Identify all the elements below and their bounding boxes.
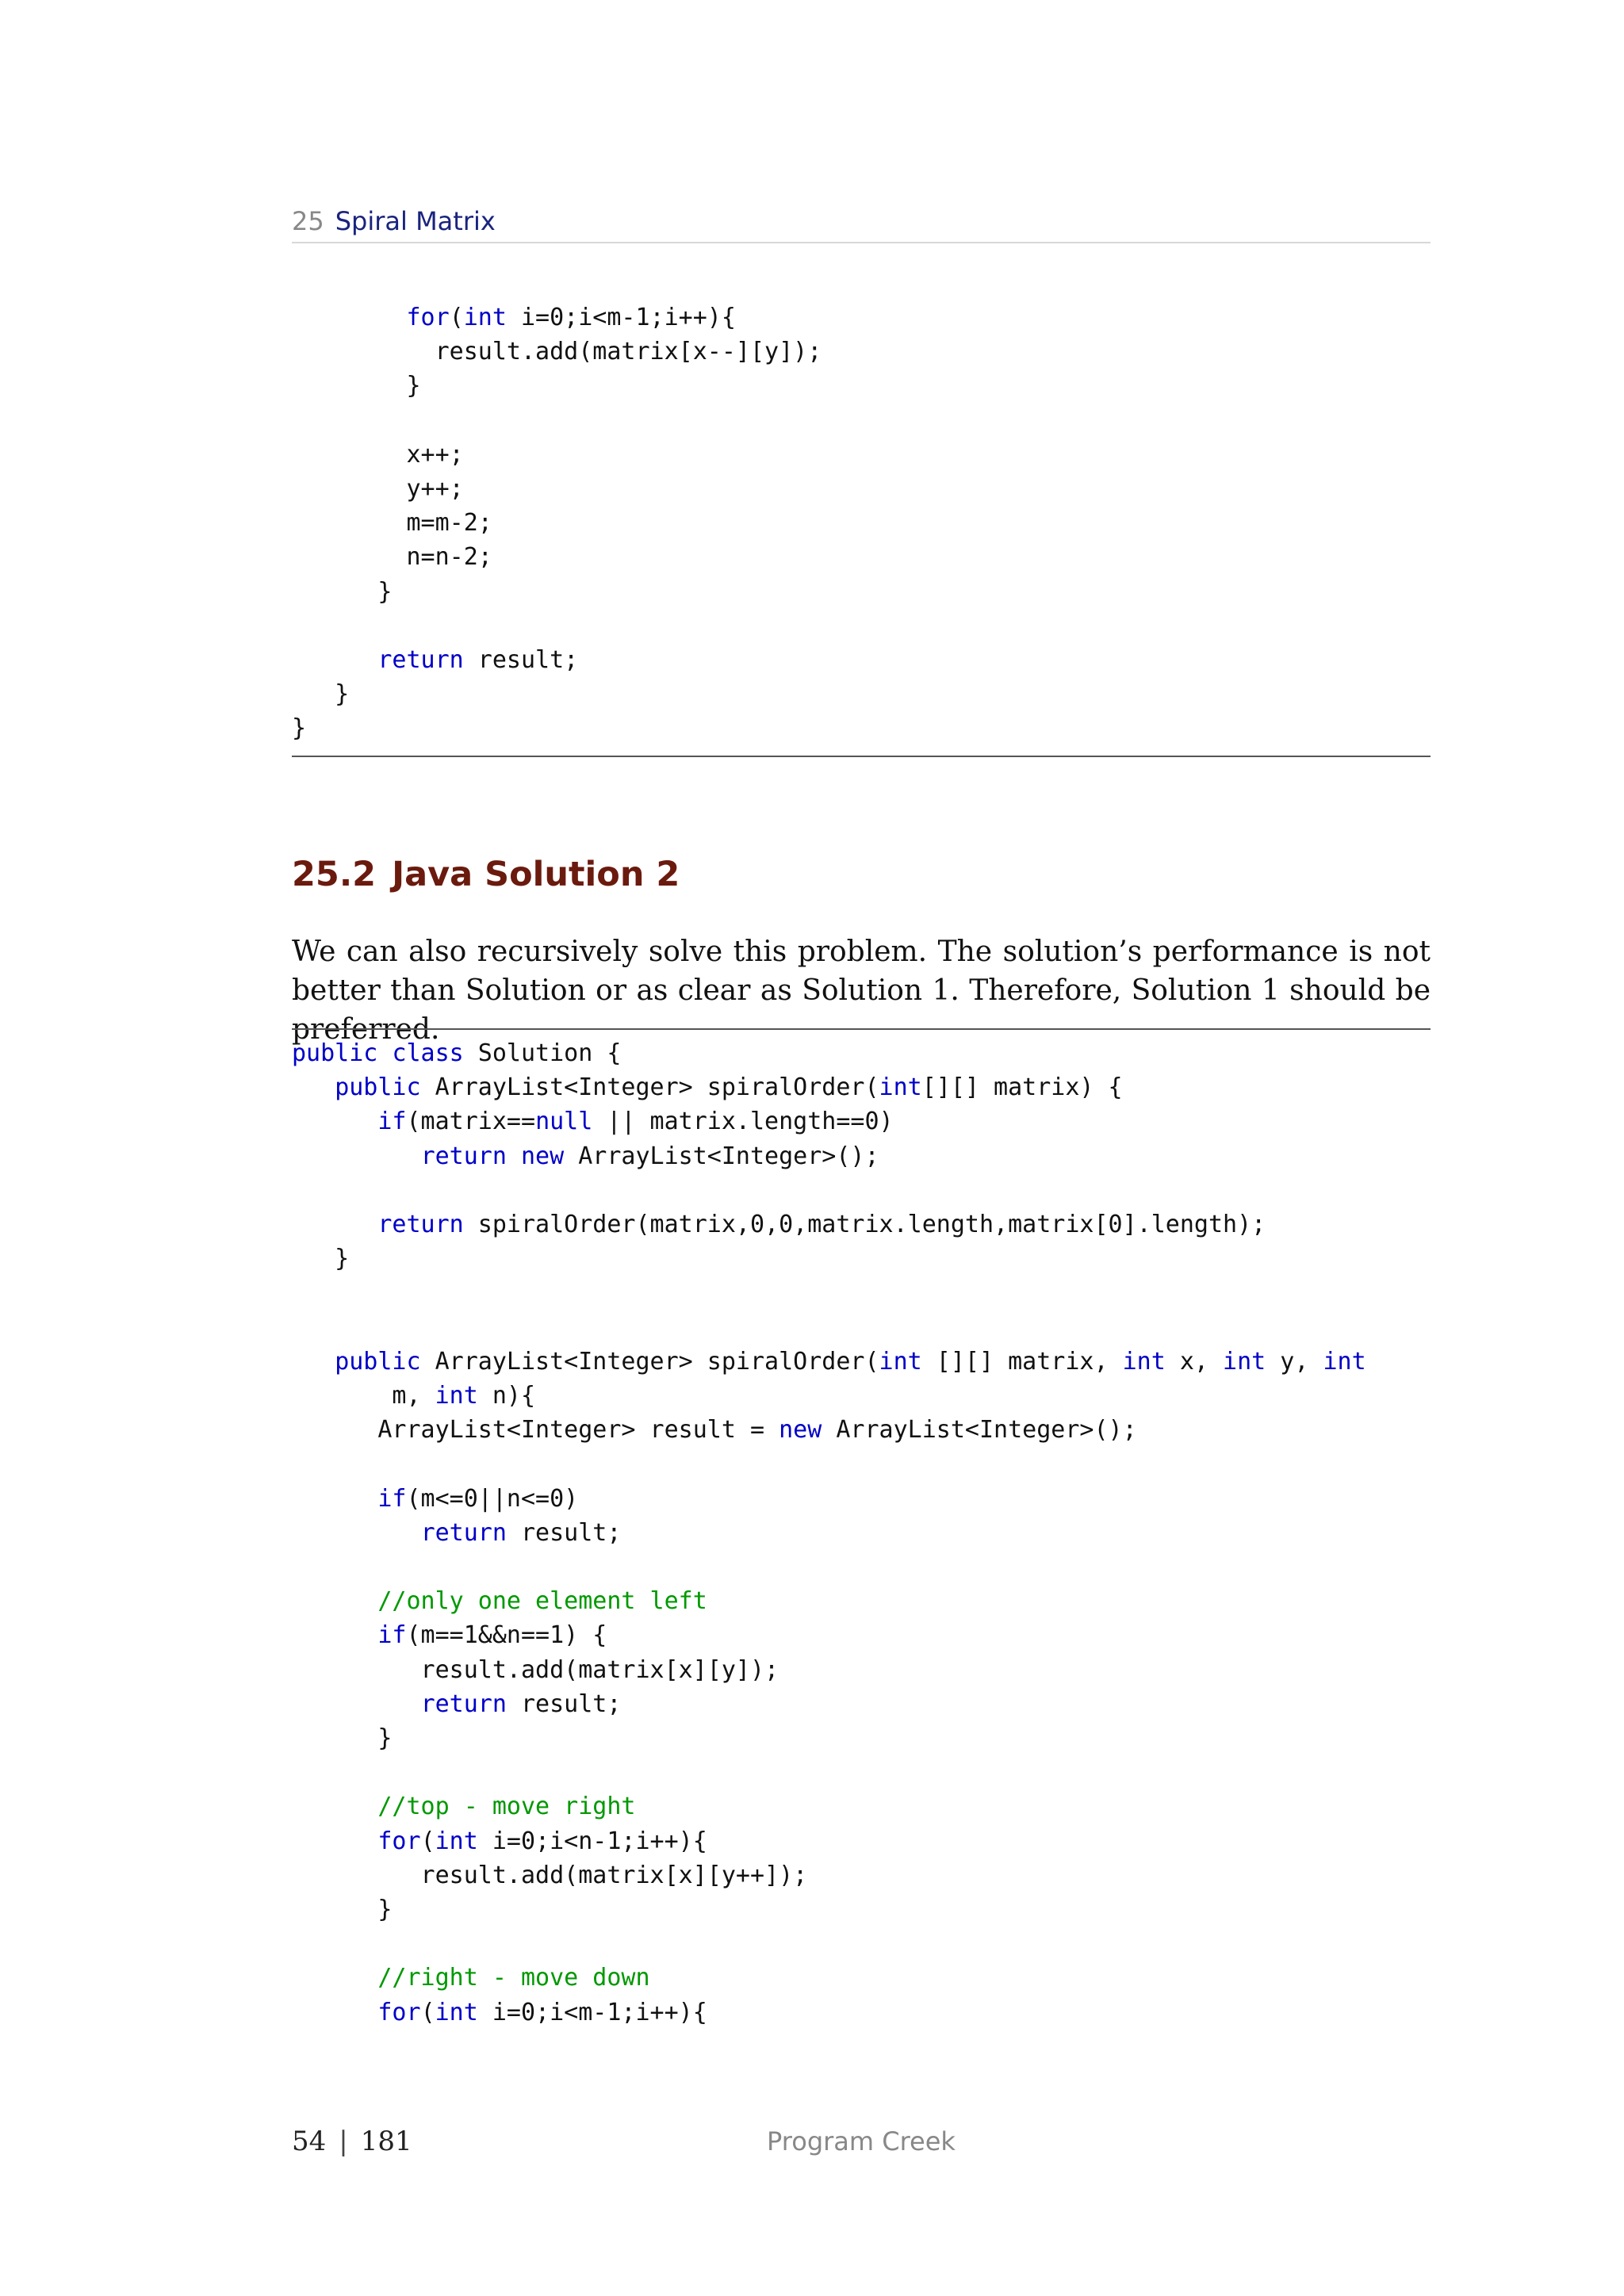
code-line: ArrayList<Integer> result = new ArrayList<Integer>();: [292, 1416, 1137, 1445]
chapter-title[interactable]: Spiral Matrix: [335, 206, 496, 236]
code-line: result.add(matrix[x][y++]);: [292, 1861, 808, 1889]
code-line: //only one element left: [377, 1587, 707, 1616]
code-line: for(int i=0;i<n-1;i++){: [377, 1827, 707, 1855]
code-line: }: [292, 680, 350, 709]
code-line: for(int i=0;i<m-1;i++){: [377, 1998, 707, 2026]
code-line: result.add(matrix[x][y]);: [292, 1655, 779, 1684]
code-line: }: [292, 372, 421, 400]
code-line: return result;: [420, 1518, 622, 1547]
code-line: m=m-2;: [292, 509, 492, 538]
code-line: return spiralOrder(matrix,0,0,matrix.length,matrix[0].length);: [377, 1211, 1266, 1239]
code-line: }: [292, 1724, 393, 1753]
code-line: if(m<=0||n<=0): [377, 1484, 579, 1513]
code-line: //top - move right: [377, 1793, 636, 1821]
code-line: //right - move down: [377, 1964, 650, 1992]
code-line: return new ArrayList<Integer>();: [420, 1142, 879, 1170]
code-line: }: [292, 1245, 350, 1273]
code-line: m, int n){: [292, 1382, 536, 1410]
code-line: if(matrix==null || matrix.length==0): [377, 1108, 894, 1136]
code-line: return result;: [377, 646, 579, 675]
code-line: y++;: [292, 475, 464, 503]
code-bottom-rule: [292, 756, 1431, 757]
section-title: Java Solution 2: [392, 855, 680, 894]
code-block-continued: [292, 300, 822, 746]
footer-book-name: Program Creek: [767, 2126, 956, 2156]
body-paragraph: We can also recursively solve this problem. The solution’s performance is not better than Solution or as clear as Solution 1. Therefore, Solution 1 should be preferred.: [292, 936, 1431, 1046]
section-number: 25.2: [292, 855, 377, 894]
code-top-rule: [292, 1028, 1431, 1030]
running-header: [292, 202, 1431, 243]
code-line: }: [292, 577, 393, 606]
chapter-number: 25: [292, 206, 324, 236]
code-line: public ArrayList<Integer> spiralOrder(int[][] matrix) {: [335, 1073, 1123, 1102]
code-line: return result;: [420, 1689, 622, 1718]
code-line: result.add(matrix[x--][y]);: [292, 338, 822, 366]
code-line: }: [292, 714, 307, 743]
code-line: for(int i=0;i<m-1;i++){: [406, 304, 736, 331]
code-line: }: [292, 1896, 393, 1924]
code-block-solution-2: [292, 1036, 1366, 2030]
code-line: x++;: [292, 440, 464, 469]
current-page: 54: [292, 2126, 327, 2157]
code-line: if(m==1&&n==1) {: [377, 1621, 607, 1650]
code-line: public class Solution {: [292, 1039, 622, 1067]
page-separator: |: [339, 2126, 348, 2157]
code-line: n=n-2;: [292, 543, 492, 572]
section-heading: [292, 851, 680, 898]
total-pages: 181: [360, 2126, 412, 2157]
code-line: public ArrayList<Integer> spiralOrder(int [][] matrix, int x, int y, int: [335, 1347, 1366, 1376]
